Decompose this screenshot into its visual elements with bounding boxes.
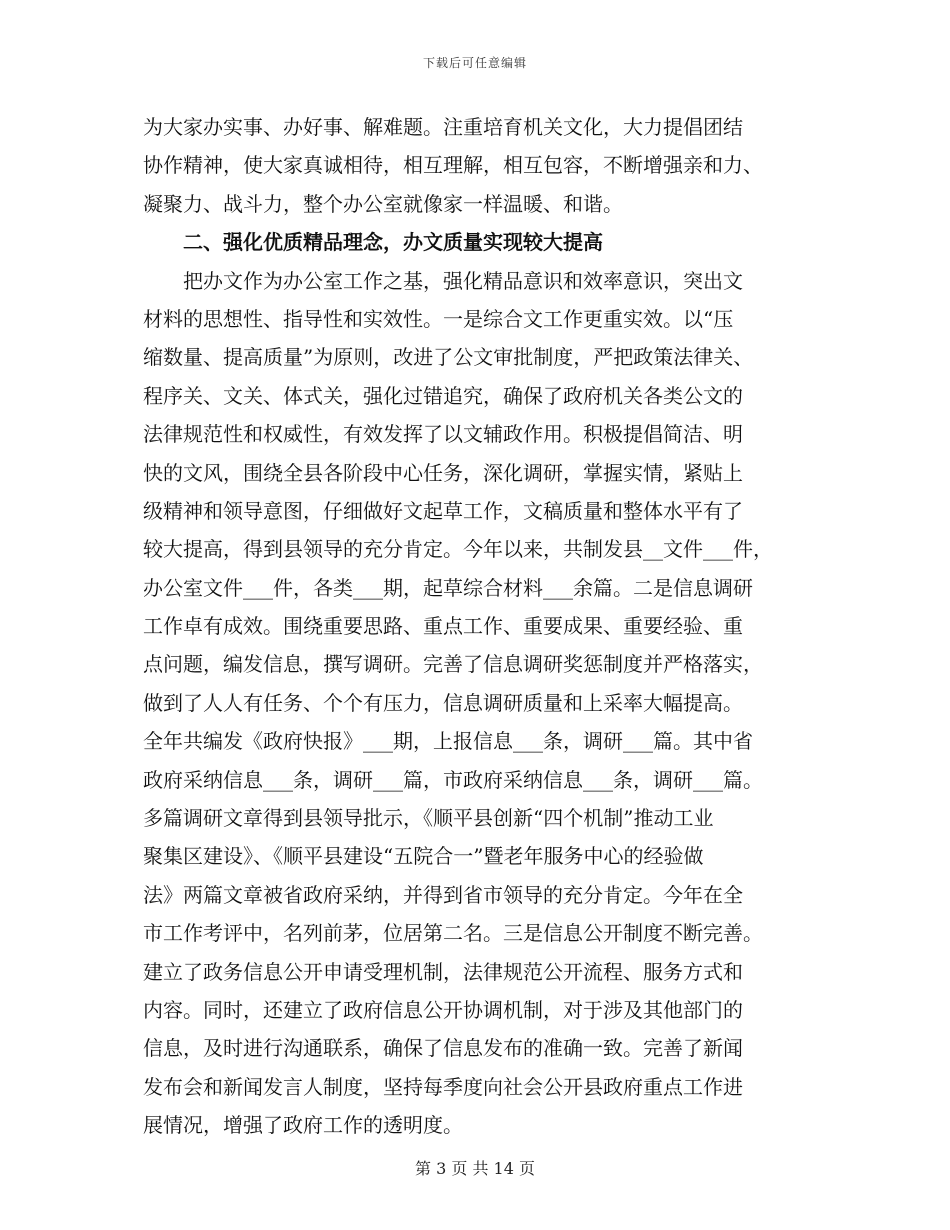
page-header-note: 下载后可任意编辑	[422, 56, 527, 70]
body-line: 做到了人人有任务、个个有压力，信息调研质量和上采率大幅提高。	[143, 690, 743, 715]
body-line: 凝聚力、战斗力，整个办公室就像家一样温暖、和谐。	[143, 191, 623, 216]
page-number: 第 3 页 共 14 页	[415, 1159, 535, 1178]
body-line: 法律规范性和权威性，有效发挥了以文辅政作用。积极提倡简洁、明	[143, 422, 743, 447]
body-line: 全年共编发《政府快报》___期，上报信息___条，调研___篇。其中省	[143, 729, 753, 754]
body-line: 建立了政务信息公开申请受理机制，法律规范公开流程、服务方式和	[143, 959, 743, 984]
body-line: 级精神和领导意图，仔细做好文起草工作，文稿质量和整体水平有了	[143, 498, 743, 523]
body-line: 工作卓有成效。围绕重要思路、重点工作、重要成果、重要经验、重	[143, 614, 743, 639]
body-line: 办公室文件___件，各类___期，起草综合材料___余篇。二是信息调研	[143, 575, 753, 600]
body-line: 协作精神，使大家真诚相待，相互理解，相互包容，不断增强亲和力、	[143, 153, 763, 178]
body-line: 多篇调研文章得到县领导批示，《顺平县创新“四个机制”推动工业	[143, 806, 714, 831]
body-line: 为大家办实事、办好事、解难题。注重培育机关文化，大力提倡团结	[143, 115, 743, 139]
body-line: 展情况，增强了政府工作的透明度。	[143, 1113, 463, 1138]
body-line: 内容。同时，还建立了政府信息公开协调机制，对于涉及其他部门的	[143, 997, 743, 1022]
body-line: 法》两篇文章被省政府采纳，并得到省市领导的充分肯定。今年在全	[143, 882, 743, 907]
body-line: 市工作考评中，名列前茅，位居第二名。三是信息公开制度不断完善。	[143, 921, 763, 946]
body-line: 程序关、文关、体式关，强化过错追究，确保了政府机关各类公文的	[143, 383, 743, 408]
body-line: 发布会和新闻发言人制度，坚持每季度向社会公开县政府重点工作进	[143, 1074, 743, 1099]
body-line: 信息，及时进行沟通联系，确保了信息发布的准确一致。完善了新闻	[143, 1036, 743, 1061]
body-line: 聚集区建设》、《顺平县建设“五院合一”暨老年服务中心的经验做	[143, 844, 704, 869]
body-line: 政府采纳信息___条，调研___篇，市政府采纳信息___条，调研___篇。	[143, 767, 763, 792]
body-line: 快的文风，围绕全县各阶段中心任务，深化调研，掌握实情，紧贴上	[143, 460, 743, 485]
document-body	[143, 108, 815, 1145]
body-line: 点问题，编发信息，撰写调研。完善了信息调研奖惩制度并严格落实，	[143, 652, 763, 677]
body-line: 把办文作为办公室工作之基，强化精品意识和效率意识，突出文	[183, 268, 743, 293]
body-line: 缩数量、提高质量”为原则，改进了公文审批制度，严把政策法律关、	[143, 345, 754, 370]
body-line: 较大提高，得到县领导的充分肯定。今年以来，共制发县__文件___件，	[143, 537, 773, 562]
body-line: 材料的思想性、指导性和实效性。一是综合文工作更重实效。以“压	[143, 306, 734, 331]
section-heading: 二、强化优质精品理念，办文质量实现较大提高	[183, 230, 603, 255]
